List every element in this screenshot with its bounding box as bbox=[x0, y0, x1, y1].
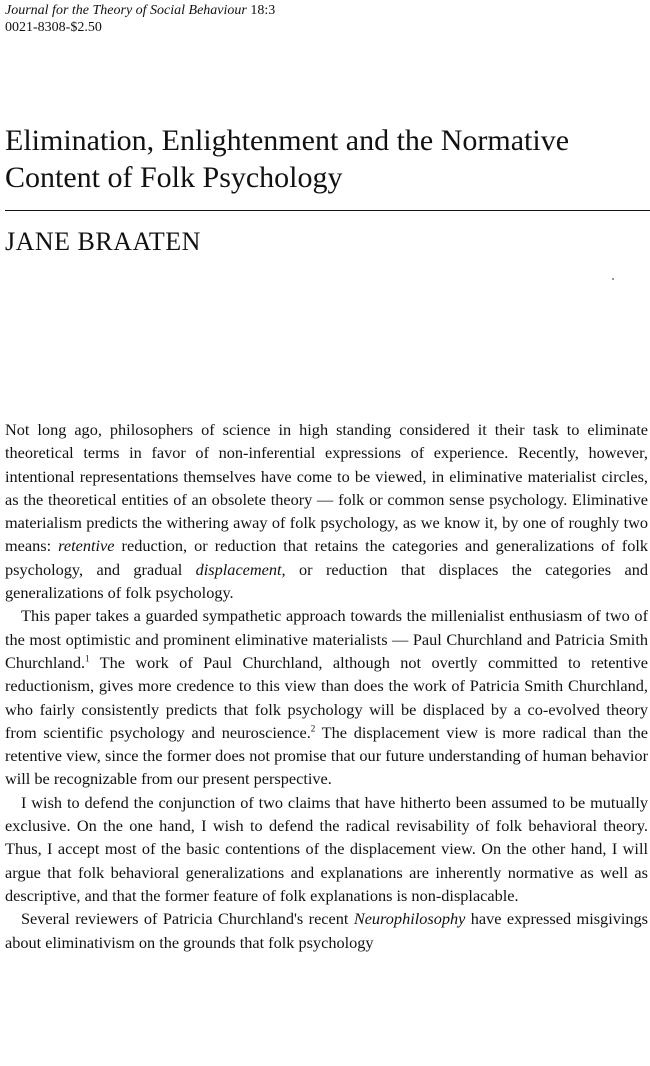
issn-price: 0021-8308-$2.50 bbox=[5, 20, 102, 35]
journal-title: Journal for the Theory of Social Behaviour bbox=[5, 3, 247, 18]
emphasis-displacement: displacement, bbox=[195, 559, 286, 579]
paragraph-3: I wish to defend the conjunction of two claims that have hitherto been assumed to be mutually exclusive. On the one hand, I wish to defend the radical revisability of folk behavioral theory. Thus, I accept most of the basic contentions of the displacement view. On the other hand, I will argue that folk behavioral generalizations and explanations are inherently normative as well as descriptive, and that the former feature of folk explanations is non-displacable. bbox=[5, 792, 648, 905]
footnote-ref-2[interactable]: 2 bbox=[310, 723, 316, 734]
footnote-ref-1[interactable]: 1 bbox=[85, 653, 90, 664]
paragraph-2: This paper takes a guarded sympathetic approach towards the millenialist enthusiasm of two of the most optimistic and prominent eliminative materialists — Paul Churchland and Patricia Smith Churchland.$^1$ The work of Paul Churchland, although not overtly committed to retentive reductionism, gives more credence to this view than does the work of Patricia Smith Churchland, who fairly consistently predicts that folk psychology will be displaced by a co-evolved theory from scientific psychology and neuroscience.$^2$ The displacement view is more radical than the retentive view, since the former does not promise that our future understanding of human behavior will be recognizable from our present perspective. bbox=[5, 606, 648, 789]
journal-citation bbox=[5, 2, 275, 19]
author-name: JANE BRAATEN bbox=[5, 227, 201, 256]
journal-header bbox=[5, 2, 275, 36]
volume-issue: 18:3 bbox=[250, 3, 276, 18]
paragraph-4: Several reviewers of Patricia Churchland's recent Neurophilosophy have expressed misgivings about eliminativism on the grounds that folk psychology bbox=[5, 909, 649, 952]
article-body bbox=[5, 418, 648, 954]
paragraph-1: Not long ago, philosophers of science in high standing considered it their task to eliminate theoretical terms in favor of non-inferential expressions of experience. Recently, however, intentional representations themselves have come to be viewed, in eliminative materialist circles, as the theoretical entities of an obsolete theory — folk or common sense psychology. Eliminative materialism predicts the withering away of folk psychology, as we know it, by one of roughly two means: retentive reduction, or reduction that retains the categories and generalizations of folk psychology, and gradual displacement, or reduction that displaces the categories and generalizations of folk psychology. bbox=[5, 420, 648, 603]
emphasis-book-title: Neurophilosophy bbox=[353, 909, 466, 929]
emphasis-retentive: retentive bbox=[58, 536, 115, 556]
speck-mark bbox=[612, 278, 614, 280]
title-rule bbox=[5, 210, 650, 211]
article-title: Elimination, Enlightenment and the Normative Content of Folk Psychology bbox=[5, 124, 570, 194]
